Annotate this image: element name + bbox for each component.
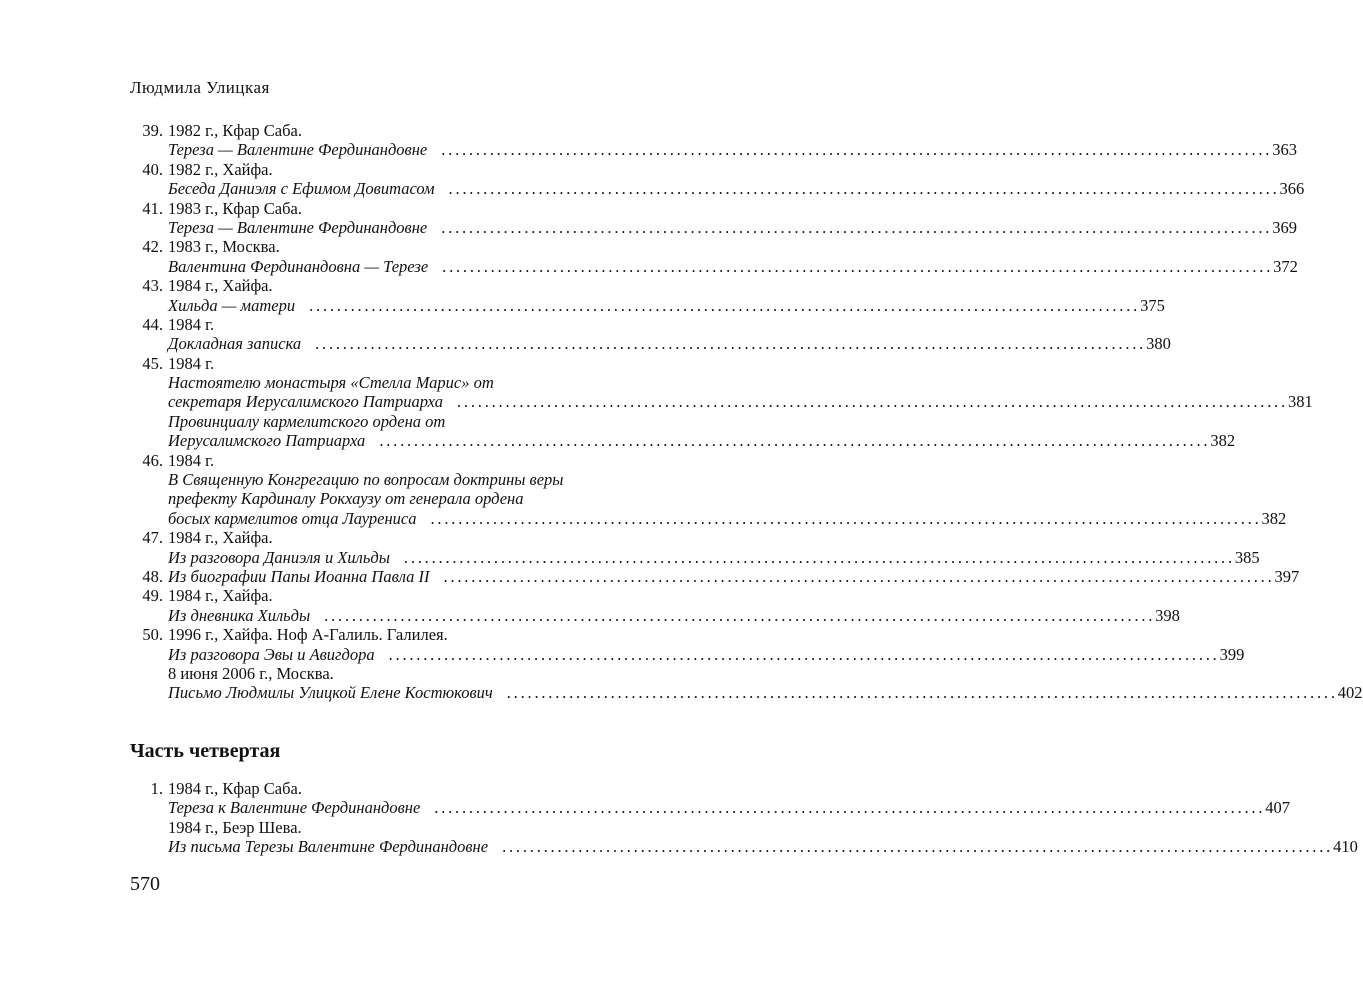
toc-line <box>130 586 694 605</box>
toc-entry-heading: 1982 г., Кфар Саба. <box>168 121 302 140</box>
toc-entry-title: Из разговора Эвы и Авигдора <box>168 644 375 664</box>
toc-entry-number: 50. <box>142 625 163 645</box>
toc-entry-number: 47. <box>142 528 163 548</box>
toc-page-number: 372 <box>1273 256 1298 276</box>
toc-entry-title: В Священную Конгрегацию по вопросам доктрины веры <box>168 470 564 490</box>
toc-entry-heading: 1984 г. <box>168 353 215 373</box>
toc-entry-number: 46. <box>142 450 163 470</box>
toc-page-number: 410 <box>1333 837 1358 857</box>
toc-entry-heading: 1984 г., Хайфа. <box>168 276 273 296</box>
toc-list-part-four <box>130 779 1358 857</box>
toc-line <box>130 315 694 334</box>
toc-entry-number: 42. <box>142 237 163 257</box>
toc-entry-heading: 1984 г., Хайфа. <box>168 528 273 548</box>
toc-line <box>130 295 1165 315</box>
toc-entry-title: Тереза — Валентине Фердинандовне <box>168 140 428 160</box>
toc-entry-heading: 1983 г., Москва. <box>168 237 280 257</box>
toc-entry-number: 41. <box>142 198 163 218</box>
toc-entry-number: 40. <box>142 159 163 179</box>
toc-line <box>130 373 694 392</box>
toc-page-number: 363 <box>1272 140 1297 160</box>
toc-entry-title: Настоятелю монастыря «Стелла Марис» от <box>168 373 494 393</box>
toc-entry-title: босых кармелитов отца Лауренисa <box>168 508 417 528</box>
toc-entry-title: Беседа Даниэля с Ефимом Довитасом <box>168 179 435 199</box>
toc-entry-title: секретаря Иерусалимского Патриарха <box>168 392 443 412</box>
toc-line <box>130 605 1180 625</box>
toc-page-number: 375 <box>1140 295 1165 315</box>
toc-line <box>130 470 694 489</box>
toc-entry-heading: 1984 г. <box>168 314 215 334</box>
toc-page-number: 402 <box>1337 683 1363 703</box>
toc-line <box>130 528 694 547</box>
leader-dots: ........................................................................................................................ <box>315 334 1147 354</box>
toc-page-number: 380 <box>1146 334 1171 354</box>
toc-page-number: 382 <box>1210 431 1236 451</box>
toc-line <box>130 256 1298 276</box>
toc-line <box>130 451 694 470</box>
toc-page-number: 369 <box>1272 217 1297 237</box>
toc-entry-number: 45. <box>142 353 163 373</box>
toc-page-number: 407 <box>1265 798 1291 818</box>
toc-page-number: 398 <box>1155 605 1180 625</box>
leader-dots: ........................................................................................................................ <box>379 431 1211 451</box>
toc-entry-title: Докладная записка <box>168 334 302 354</box>
toc-line <box>130 392 1313 412</box>
leader-dots: ........................................................................................................................ <box>441 217 1273 237</box>
toc-line <box>130 798 1291 818</box>
toc-line <box>130 179 1305 199</box>
leader-dots: ........................................................................................................................ <box>430 508 1262 528</box>
toc-line <box>130 644 1245 664</box>
toc-entry-title: Из разговора Даниэля и Хильды <box>168 547 390 567</box>
toc-entry-heading: 1984 г., Кфар Саба. <box>168 779 302 798</box>
toc-page-number: 397 <box>1274 566 1300 586</box>
toc-line <box>130 664 694 683</box>
toc-page-number: 382 <box>1261 508 1287 528</box>
toc-entry-heading: 1983 г., Кфар Саба. <box>168 198 302 218</box>
toc-line <box>130 837 1358 857</box>
toc-line <box>130 779 694 798</box>
toc-entry-heading: 1996 г., Хайфа. Ноф А-Галиль. Галилея. <box>168 625 448 645</box>
toc-line <box>130 508 1287 528</box>
leader-dots: ........................................................................................................................ <box>388 644 1220 664</box>
toc-entry-title: Письмо Людмилы Улицкой Елене Костюкович <box>168 683 493 703</box>
toc-entry-number: 48. <box>142 566 163 586</box>
toc-page-number: 366 <box>1279 179 1305 199</box>
toc-line <box>130 431 1236 451</box>
leader-dots: ........................................................................................................................ <box>309 295 1141 315</box>
toc-entry-title: Провинциалу кармелитского ордена от <box>168 411 446 431</box>
toc-entry-title: Валентина Фердинандовна — Терезе <box>168 256 429 276</box>
leader-dots: ........................................................................................................................ <box>457 392 1288 412</box>
leader-dots: ........................................................................................................................ <box>448 179 1280 199</box>
leader-dots: ........................................................................................................................ <box>403 547 1235 567</box>
toc-entry-heading: 1984 г., Беэр Шева. <box>168 817 302 837</box>
toc-line <box>130 489 694 508</box>
toc-entry-title: Из письма Терезы Валентине Фердинандовне <box>168 837 489 857</box>
leader-dots: ........................................................................................................................ <box>502 837 1334 857</box>
leader-dots: ........................................................................................................................ <box>506 683 1338 703</box>
toc-entry-title: Тереза к Валентине Фердинандовне <box>168 798 421 818</box>
toc-line <box>130 140 1297 160</box>
toc-line <box>130 625 694 644</box>
running-head: Людмила Улицкая <box>130 78 270 97</box>
toc-line <box>130 276 694 295</box>
toc-line <box>130 217 1297 237</box>
toc-line <box>130 334 1171 354</box>
toc-line <box>130 818 694 837</box>
toc-line <box>130 121 694 140</box>
toc-entry-number: 44. <box>142 314 163 334</box>
toc-page-number: 399 <box>1219 644 1245 664</box>
toc-entry-title: префекту Кардиналу Рокхаузу от генерала ордена <box>168 489 524 509</box>
leader-dots: ........................................................................................................................ <box>443 566 1275 586</box>
toc-line <box>130 237 694 256</box>
toc-entry-title: Иерусалимского Патриарха <box>168 431 366 451</box>
toc-entry-title: Из биографии Папы Иоанна Павла II <box>168 566 430 586</box>
toc-entry-heading: 1984 г., Хайфа. <box>168 586 273 606</box>
toc-entry-number: 49. <box>142 586 163 606</box>
toc-entry-heading: 1984 г. <box>168 450 215 470</box>
toc-list <box>130 121 1363 703</box>
section-title: Часть четвертая <box>130 740 281 762</box>
toc-entry-title: Тереза — Валентине Фердинандовне <box>168 217 428 237</box>
toc-entry-number: 1. <box>150 779 163 798</box>
toc-line <box>130 199 694 218</box>
toc-entry-title: Из дневника Хильды <box>168 605 311 625</box>
toc-entry-heading: 1982 г., Хайфа. <box>168 159 273 179</box>
leader-dots: ........................................................................................................................ <box>441 140 1273 160</box>
toc-line <box>130 160 694 179</box>
toc-entry-heading: 8 июня 2006 г., Москва. <box>168 663 334 683</box>
toc-line <box>130 412 694 431</box>
toc-entry-number: 43. <box>142 276 163 296</box>
toc-line <box>130 547 1260 567</box>
toc-page-number: 385 <box>1234 547 1260 567</box>
toc-page-number: 381 <box>1288 392 1313 412</box>
leader-dots: ........................................................................................................................ <box>324 605 1156 625</box>
toc-line <box>130 354 694 373</box>
page-number: 570 <box>130 873 160 895</box>
toc-line <box>130 683 1363 703</box>
toc-line <box>130 566 1300 586</box>
toc-entry-title: Хильда — матери <box>168 295 296 315</box>
leader-dots: ........................................................................................................................ <box>442 256 1274 276</box>
leader-dots: ........................................................................................................................ <box>434 798 1266 818</box>
toc-entry-number: 39. <box>142 121 163 140</box>
